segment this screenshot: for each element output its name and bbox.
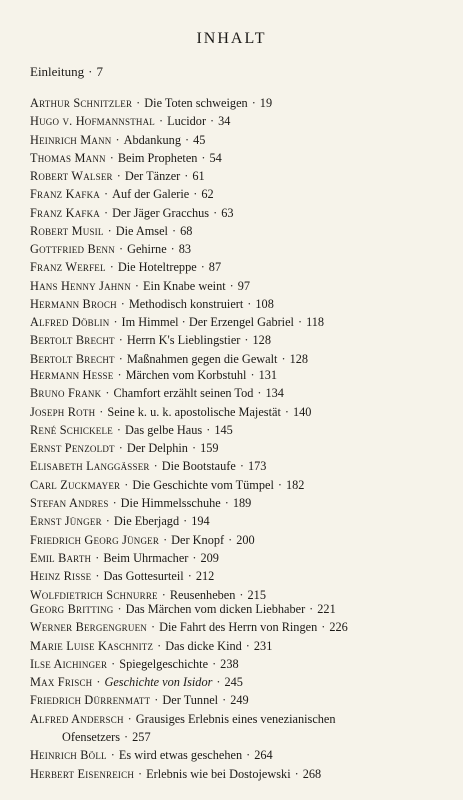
entry-page: 87 <box>208 260 222 275</box>
separator-dot: · <box>200 260 205 275</box>
separator-dot: · <box>118 441 123 456</box>
separator-dot: · <box>111 656 116 671</box>
separator-dot: · <box>136 96 141 110</box>
entry-author: Gottfried Benn <box>30 242 115 256</box>
entry-author: Heinrich Böll <box>30 748 107 763</box>
entry-page: 212 <box>195 569 215 584</box>
entry-title: Die Geschichte vom Tümpel <box>132 477 274 492</box>
separator-dot: · <box>297 315 303 330</box>
entry-title: Der Tänzer <box>124 169 181 184</box>
toc-entry <box>30 421 450 439</box>
separator-dot: · <box>157 638 162 653</box>
separator-dot: · <box>192 550 197 565</box>
entry-author: Alfred Döblin <box>30 315 110 330</box>
entry-page: 34 <box>218 114 231 129</box>
toc-entry <box>30 204 450 222</box>
entry-page: 209 <box>200 550 219 565</box>
toc-entry <box>30 366 450 384</box>
entry-title: Gehirne <box>127 242 167 256</box>
separator-dot: · <box>153 459 158 474</box>
entry-page: 268 <box>302 766 322 781</box>
toc-entry <box>30 673 450 691</box>
toc-entry <box>30 512 450 530</box>
entry-author: Hermann Hesse <box>30 368 114 382</box>
separator-dot: · <box>96 675 101 690</box>
separator-dot: · <box>117 368 122 382</box>
entry-author: Friedrich Dürrenmatt <box>30 693 151 708</box>
separator-dot: · <box>161 587 166 602</box>
separator-dot: · <box>309 602 314 616</box>
separator-dot: · <box>95 550 100 565</box>
separator-dot: · <box>245 638 250 653</box>
entry-title: Das gelbe Haus <box>125 422 203 437</box>
separator-dot: · <box>210 114 215 129</box>
separator-dot: · <box>251 96 256 110</box>
entry-title: Reusenheben <box>169 587 236 602</box>
entry-author: Ernst Penzoldt <box>30 441 115 456</box>
entry-author: Alfred Andersch <box>30 711 124 726</box>
entry-page: 226 <box>329 620 348 635</box>
toc-entry <box>30 240 450 258</box>
toc-entry <box>30 149 450 167</box>
entry-page: 45 <box>193 132 206 147</box>
entry-title: Die Amsel <box>115 224 168 239</box>
separator-dot: · <box>184 169 189 184</box>
separator-dot: · <box>229 278 234 293</box>
entry-author: Herbert Eisenreich <box>30 766 135 781</box>
entry-page: 62 <box>201 187 214 202</box>
entry-title: Die Fahrt des Herrn von Ringen <box>159 620 318 635</box>
entry-title: Herrn K's Lieblingstier <box>126 333 241 348</box>
entry-page: 128 <box>289 351 309 366</box>
separator-dot: · <box>281 351 286 366</box>
entry-title: Im Himmel · Der Erzengel Gabriel <box>121 315 294 330</box>
separator-dot: · <box>191 441 197 456</box>
toc-entry <box>30 222 450 240</box>
toc-group-4 <box>30 600 450 783</box>
entry-author: Bertolt Brecht <box>30 351 115 366</box>
toc-entry <box>30 384 450 402</box>
entry-title: Seine k. u. k. apostolische Majestät <box>107 404 281 419</box>
separator-dot: · <box>118 333 123 348</box>
entry-title: Chamfort erzählt seinen Tod <box>113 386 254 401</box>
separator-dot: · <box>284 404 289 419</box>
entry-author: Heinrich Mann <box>30 132 112 147</box>
entry-title: Abdankung <box>123 132 181 147</box>
toc-entry <box>30 131 450 149</box>
separator-dot: · <box>127 711 132 726</box>
entry-page: 182 <box>285 477 305 492</box>
toc-entry <box>30 600 450 618</box>
toc-entry <box>30 710 450 747</box>
entry-author: Georg Britting <box>30 602 114 616</box>
separator-dot: · <box>109 260 114 275</box>
toc-entry <box>30 403 450 421</box>
separator-dot: · <box>321 620 326 635</box>
toc-entry <box>30 549 450 567</box>
toc-entry <box>30 637 450 655</box>
entry-page: 231 <box>253 638 273 653</box>
entry-page: 97 <box>237 278 251 293</box>
entry-author: René Schickele <box>30 422 113 437</box>
entry-page: 215 <box>247 587 266 602</box>
separator-dot: · <box>113 315 118 330</box>
entry-author: Stefan Andres <box>30 496 109 511</box>
toc-entry <box>30 476 450 494</box>
separator-dot: · <box>99 404 104 419</box>
page-title: INHALT <box>196 30 267 47</box>
entry-author: Bruno Frank <box>30 386 102 401</box>
separator-dot: · <box>294 766 299 781</box>
entry-title: Das Gottesurteil <box>103 569 184 584</box>
separator-dot: · <box>134 278 140 293</box>
separator-dot: · <box>277 477 282 492</box>
entry-author: Wolfdietrich Schnurre <box>30 587 158 602</box>
entry-page: 61 <box>192 169 205 184</box>
separator-dot: · <box>206 422 211 437</box>
entry-page: 83 <box>178 242 192 256</box>
toc-group-3 <box>30 366 450 604</box>
entry-title: Spiegelgeschichte <box>119 656 209 671</box>
separator-dot: · <box>250 368 255 382</box>
entry-title: Es wird etwas geschehen <box>118 748 243 763</box>
entry-page: 63 <box>221 205 234 220</box>
toc-entry <box>30 112 450 130</box>
intro-page: 7 <box>96 64 104 79</box>
entry-title: Der Delphin <box>126 441 188 456</box>
entry-page: 189 <box>232 496 252 511</box>
entry-author: Hugo v. Hofmannsthal <box>30 114 155 129</box>
toc-entry <box>30 746 450 764</box>
separator-dot: · <box>109 150 114 165</box>
entry-page: 68 <box>180 224 193 239</box>
entry-title: Geschichte von Isidor <box>104 675 213 690</box>
entry-title: Der Tunnel <box>162 693 219 708</box>
separator-dot: · <box>163 532 168 547</box>
separator-dot: · <box>213 205 218 220</box>
entry-title: Die Toten schweigen <box>144 96 248 110</box>
entry-page: 264 <box>254 748 273 763</box>
entry-author: Emil Barth <box>30 550 92 565</box>
separator-dot: · <box>107 224 112 239</box>
entry-author: Max Frisch <box>30 675 93 690</box>
separator-dot: · <box>120 296 125 311</box>
separator-dot: · <box>118 242 124 256</box>
entry-title: Der Knopf <box>171 532 225 547</box>
toc-entry <box>30 331 450 349</box>
toc-entry <box>30 618 450 636</box>
entry-page: 194 <box>191 514 210 529</box>
entry-page: 145 <box>214 422 233 437</box>
entry-author: Franz Werfel <box>30 260 106 275</box>
entry-author: Marie Luise Kaschnitz <box>30 638 154 653</box>
separator-dot: · <box>154 693 159 708</box>
separator-dot: · <box>112 496 117 511</box>
entry-title: Märchen vom Korbstuhl <box>125 368 247 382</box>
entry-title-cont: Ofensetzers <box>62 730 121 745</box>
toc-entry <box>30 439 450 457</box>
toc-entry <box>30 167 450 185</box>
entry-page: 134 <box>265 386 284 401</box>
entry-page: 131 <box>258 368 278 382</box>
separator-dot: · <box>104 205 109 220</box>
separator-dot: · <box>187 569 192 584</box>
intro-entry: Einleitung · 7 <box>30 64 104 79</box>
entry-author: Ilse Aichinger <box>30 656 108 671</box>
entry-title: Die Bootstaufe <box>161 459 236 474</box>
separator-dot: · <box>95 569 100 584</box>
toc-entry <box>30 185 450 203</box>
entry-title: Erlebnis wie bei Dostojewski <box>146 766 291 781</box>
entry-page: 159 <box>200 441 219 456</box>
toc-entry <box>30 258 450 276</box>
separator-dot: · <box>239 459 244 474</box>
entry-page: 249 <box>230 693 249 708</box>
entry-page: 257 <box>132 730 151 745</box>
toc-entry <box>30 313 450 331</box>
entry-title: Das Märchen vom dicken Liebhaber <box>125 602 306 616</box>
entry-author: Franz Kafka <box>30 187 100 202</box>
separator-dot: · <box>110 748 115 763</box>
separator-dot: · <box>246 748 251 763</box>
separator-dot: · <box>201 150 206 165</box>
entry-page: 200 <box>236 532 255 547</box>
toc-entry <box>30 655 450 673</box>
separator-dot: · <box>212 656 217 671</box>
entry-title: Die Eberjagd <box>113 514 180 529</box>
entry-title: Lucidor <box>167 114 207 129</box>
entry-page: 173 <box>247 459 267 474</box>
toc-group-2 <box>30 240 450 368</box>
entry-author: Joseph Roth <box>30 404 96 419</box>
separator-dot: · <box>117 602 122 616</box>
separator-dot: · <box>150 620 156 635</box>
entry-page: 54 <box>209 150 222 165</box>
separator-dot: · <box>115 132 120 147</box>
toc-entry <box>30 494 450 512</box>
separator-dot: · <box>193 187 198 202</box>
toc-entry <box>30 94 450 112</box>
entry-author: Franz Kafka <box>30 205 100 220</box>
entry-page: 245 <box>224 675 243 690</box>
toc-entry <box>30 457 450 475</box>
entry-title: Die Himmelsschuhe <box>120 496 221 511</box>
separator-dot: · <box>184 132 190 147</box>
separator-dot: · <box>104 187 109 202</box>
separator-dot: · <box>159 114 164 129</box>
entry-author: Heinz Risse <box>30 569 92 584</box>
separator-dot: · <box>224 496 229 511</box>
entry-author: Ernst Jünger <box>30 514 102 529</box>
separator-dot: · <box>105 386 110 401</box>
entry-author: Robert Walser <box>30 169 113 184</box>
toc-entry <box>30 691 450 709</box>
entry-title: Grausiges Erlebnis eines venezianischen <box>135 711 336 726</box>
separator-dot: · <box>116 169 121 184</box>
separator-dot: · <box>244 333 249 348</box>
entry-author: Thomas Mann <box>30 150 106 165</box>
toc-entry <box>30 277 450 295</box>
entry-title: Der Jäger Gracchus <box>112 205 210 220</box>
entry-title-continuation <box>30 728 450 746</box>
separator-dot: · <box>124 730 129 745</box>
entry-page: 140 <box>292 404 312 419</box>
separator-dot: · <box>228 532 233 547</box>
separator-dot: · <box>116 422 122 437</box>
entry-author: Friedrich Georg Jünger <box>30 532 160 547</box>
entry-page: 128 <box>252 333 271 348</box>
toc-group-1 <box>30 94 450 240</box>
separator-dot: · <box>239 587 244 602</box>
separator-dot: · <box>118 351 123 366</box>
entry-page: 118 <box>306 315 325 330</box>
entry-page: 238 <box>220 656 239 671</box>
entry-title: Ein Knabe weint <box>143 278 226 293</box>
entry-title: Die Hoteltreppe <box>117 260 197 275</box>
entry-page: 108 <box>255 296 274 311</box>
entry-author: Arthur Schnitzler <box>30 96 133 110</box>
entry-title: Das dicke Kind <box>165 638 242 653</box>
entry-title: Auf der Galerie <box>112 187 190 202</box>
separator-dot: · <box>257 386 262 401</box>
separator-dot: · <box>105 514 110 529</box>
toc-entry <box>30 567 450 585</box>
separator-dot: · <box>216 675 221 690</box>
separator-dot: · <box>183 514 188 529</box>
entry-author: Robert Musil <box>30 224 104 239</box>
entry-author: Werner Bergengruen <box>30 620 147 635</box>
separator-dot: · <box>247 296 252 311</box>
toc-entry <box>30 531 450 549</box>
entry-author: Bertolt Brecht <box>30 333 115 348</box>
toc-entry <box>30 765 450 783</box>
separator-dot: · <box>170 242 175 256</box>
separator-dot: · <box>171 224 177 239</box>
intro-label: Einleitung <box>30 64 85 79</box>
separator-dot: · <box>124 477 129 492</box>
entry-page: 221 <box>317 602 336 616</box>
entry-page: 19 <box>259 96 273 110</box>
entry-title: Methodisch konstruiert <box>128 296 244 311</box>
entry-title: Beim Propheten <box>117 150 198 165</box>
entry-author: Hermann Broch <box>30 296 117 311</box>
toc-entry <box>30 295 450 313</box>
entry-title: Beim Uhrmacher <box>103 550 189 565</box>
entry-author: Carl Zuckmayer <box>30 477 121 492</box>
separator-dot: · <box>222 693 227 708</box>
entry-author: Elisabeth Langgässer <box>30 459 150 474</box>
entry-title: Maßnahmen gegen die Gewalt <box>126 351 278 366</box>
separator-dot: · <box>138 766 143 781</box>
entry-author: Hans Henny Jahnn <box>30 278 131 293</box>
